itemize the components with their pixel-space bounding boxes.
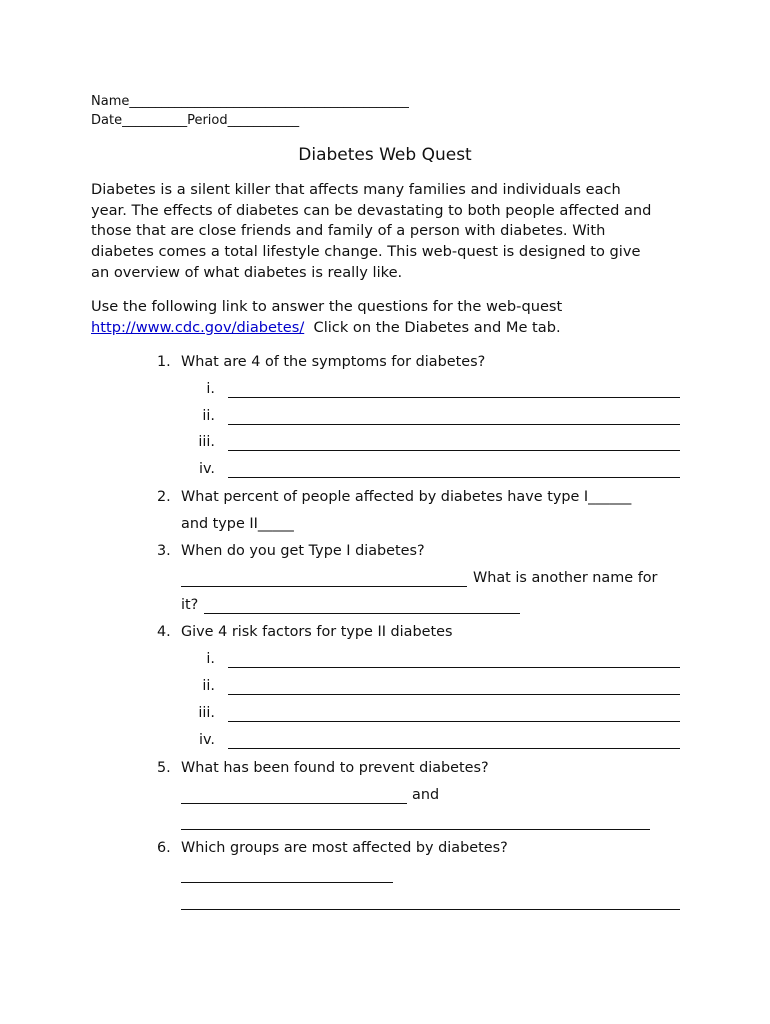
question-number: 1. xyxy=(157,354,171,370)
roman-numeral: iii. xyxy=(198,434,215,450)
question-4-text: Give 4 risk factors for type II diabetes xyxy=(181,624,453,640)
intro-line: Diabetes is a silent killer that affects many families and individuals each xyxy=(91,181,621,198)
roman-numeral: iv. xyxy=(199,732,215,748)
roman-numeral: ii. xyxy=(202,678,215,694)
q3-answer-line-2[interactable] xyxy=(204,613,520,614)
question-3-text-it: it? xyxy=(181,597,199,613)
question-1-text: What are 4 of the symptoms for diabetes? xyxy=(181,354,486,370)
question-6-text: Which groups are most affected by diabetes? xyxy=(181,840,508,856)
cdc-diabetes-link[interactable]: http://www.cdc.gov/diabetes/ xyxy=(91,318,305,336)
question-5-text: What has been found to prevent diabetes? xyxy=(181,760,489,776)
roman-numeral: i. xyxy=(206,651,215,667)
question-number: 4. xyxy=(157,624,171,640)
roman-numeral: iii. xyxy=(198,705,215,721)
question-2-text-continued: and type II_____ xyxy=(181,516,294,532)
roman-numeral: iv. xyxy=(199,461,215,477)
roman-numeral: ii. xyxy=(202,408,215,424)
intro-line: year. The effects of diabetes can be devastating to both people affected and xyxy=(91,201,652,219)
question-5-and: and xyxy=(412,787,440,803)
q4-answer-line-i[interactable] xyxy=(228,667,680,668)
question-number: 5. xyxy=(157,760,171,776)
question-2-text: What percent of people affected by diabetes have type I______ xyxy=(181,489,632,505)
intro-paragraph xyxy=(91,180,691,284)
q6-answer-line-1[interactable] xyxy=(181,882,393,883)
q4-answer-line-iv[interactable] xyxy=(228,748,680,749)
intro-line: those that are close friends and family of a person with diabetes. With xyxy=(91,222,606,240)
question-3-text-continued: What is another name for xyxy=(473,570,658,586)
intro-line: an overview of what diabetes is really like. xyxy=(91,263,403,281)
instructions-paragraph xyxy=(91,297,691,338)
q1-answer-line-iv[interactable] xyxy=(228,477,680,478)
q5-answer-line-2[interactable] xyxy=(181,829,650,830)
roman-numeral: i. xyxy=(206,381,215,397)
q1-answer-line-iii[interactable] xyxy=(228,450,680,451)
date-period-field-line: Date__________Period___________ xyxy=(91,113,300,128)
page-title: Diabetes Web Quest xyxy=(298,145,472,165)
intro-line: diabetes comes a total lifestyle change. This web-quest is designed to give xyxy=(91,243,641,261)
q1-answer-line-ii[interactable] xyxy=(228,424,680,425)
instructions-link-line xyxy=(91,318,691,339)
q4-answer-line-ii[interactable] xyxy=(228,694,680,695)
question-number: 6. xyxy=(157,840,171,856)
q4-answer-line-iii[interactable] xyxy=(228,721,680,722)
instructions-tab-note: Click on the Diabetes and Me tab. xyxy=(304,318,561,336)
question-number: 2. xyxy=(157,489,171,505)
q6-answer-line-2[interactable] xyxy=(181,909,680,910)
q1-answer-line-i[interactable] xyxy=(228,397,680,398)
instructions-line: Use the following link to answer the questions for the web-quest xyxy=(91,298,563,315)
question-3-text: When do you get Type I diabetes? xyxy=(181,543,425,559)
q3-answer-line-1[interactable] xyxy=(181,586,467,587)
q5-answer-line-1[interactable] xyxy=(181,803,407,804)
name-field-line: Name___________________________________________ xyxy=(91,94,409,109)
question-number: 3. xyxy=(157,543,171,559)
